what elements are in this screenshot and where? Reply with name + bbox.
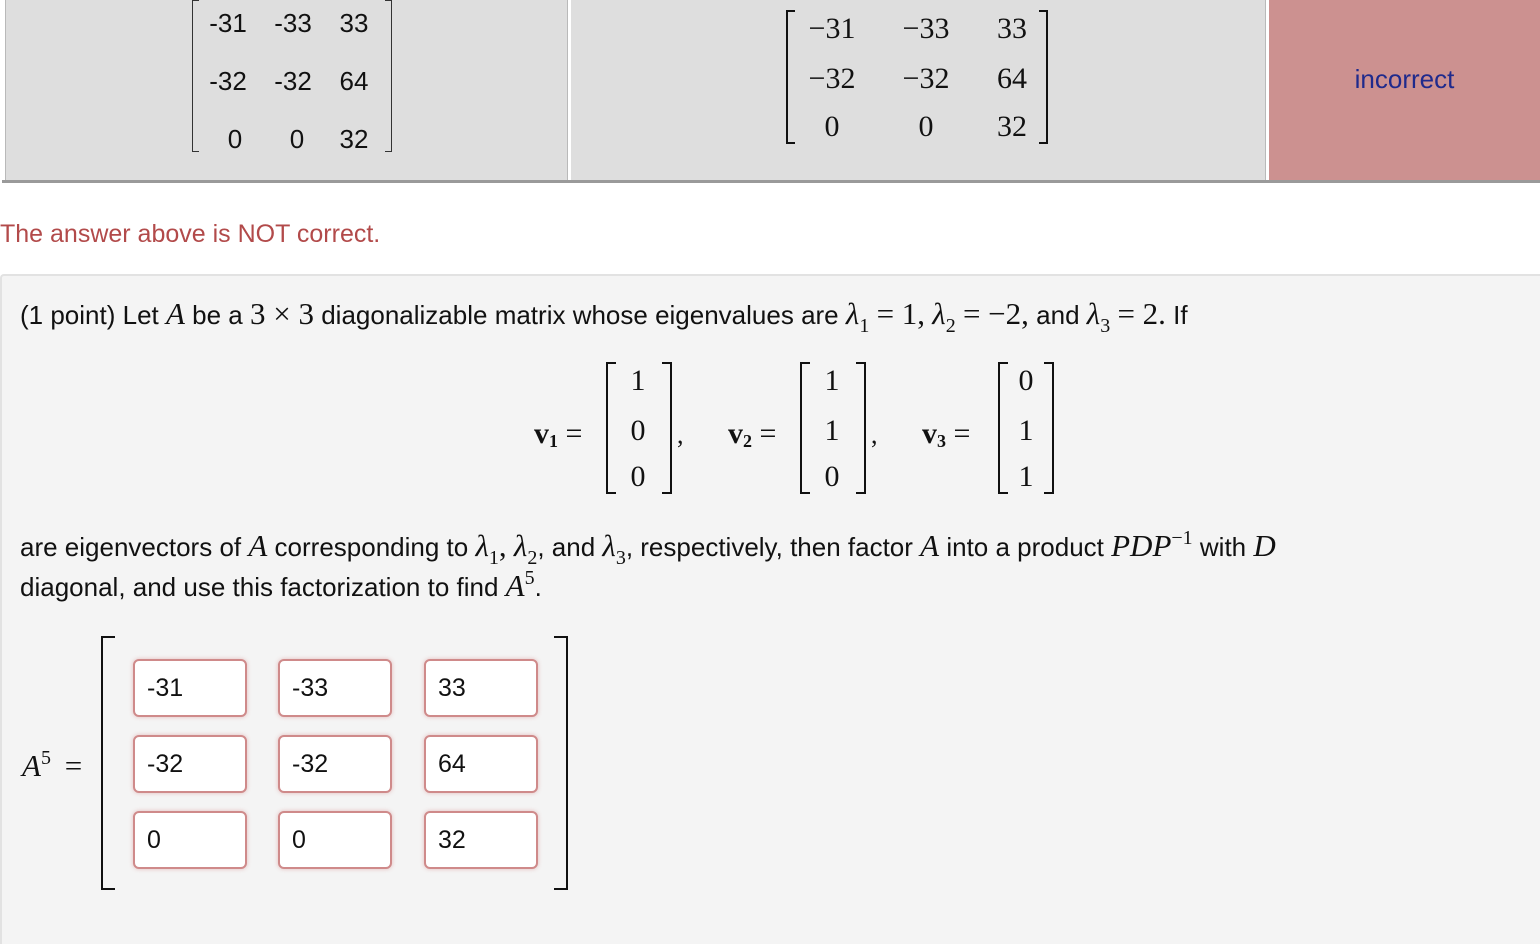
math-A: A [505, 568, 525, 603]
math-lambda: λ [845, 296, 860, 331]
answer-input-r1c2[interactable] [278, 659, 392, 717]
comma: , [677, 420, 684, 449]
results-table [0, 0, 1540, 182]
vector-entry: 0 [1018, 364, 1034, 397]
math-lambda: λ [932, 296, 946, 331]
preview-cell: 0 [918, 110, 934, 143]
vector-label: v3 = [922, 417, 971, 451]
comma: , [871, 420, 878, 449]
result-status-text: incorrect [1354, 64, 1455, 94]
math-lambda: λ [513, 528, 528, 563]
math-A: A [248, 528, 268, 563]
entered-cell: -32 [209, 66, 247, 96]
problem-statement-line-3 [20, 568, 542, 604]
text: , respectively, then factor [625, 532, 913, 562]
math-sub: 1 [859, 315, 870, 337]
period: . [534, 572, 542, 602]
math-lambda: λ [475, 528, 489, 563]
vector-entry: 0 [824, 460, 840, 493]
entered-cell: -31 [209, 8, 247, 38]
vector-entry: 1 [1018, 414, 1034, 447]
text: are eigenvectors of [20, 532, 242, 562]
entered-cell: -33 [274, 8, 312, 38]
answer-input-r1c1[interactable] [133, 659, 247, 717]
math-A: A [920, 528, 940, 563]
vector-entry: 1 [824, 414, 840, 447]
answer-input-r2c3[interactable] [424, 735, 538, 793]
text: diagonalizable matrix whose eigenvalues are [321, 300, 839, 330]
math-A: A [165, 296, 185, 331]
text: (1 point) Let [20, 300, 159, 330]
math-lambda: λ [602, 528, 616, 563]
math-sup: 5 [524, 567, 535, 589]
table-bottom-border [2, 180, 1540, 183]
math-sub: 2 [527, 547, 538, 569]
entered-answer-cell [5, 0, 568, 182]
math-D: D [1253, 528, 1276, 563]
math-lambda: λ [1086, 296, 1101, 331]
a5-label: $A^5$ = [22, 747, 83, 783]
answer-matrix-left-bracket [101, 636, 115, 890]
math-value: = 1, [876, 296, 926, 331]
comma: , [498, 528, 507, 563]
math-dim: 3 × 3 [250, 296, 314, 331]
text: into a product [946, 532, 1104, 562]
entered-cell: 32 [339, 124, 369, 154]
preview-cell: 0 [824, 110, 840, 143]
preview-cell: 64 [997, 62, 1027, 95]
answer-input-r2c2[interactable] [278, 735, 392, 793]
preview-cell: −32 [808, 62, 856, 95]
text: , and [537, 532, 596, 562]
entered-cell: 0 [289, 124, 305, 154]
preview-cell: 33 [997, 12, 1027, 45]
entered-cell: 0 [227, 124, 243, 154]
vector-entry: 0 [630, 460, 646, 493]
answer-preview-cell [571, 0, 1266, 182]
answer-input-r3c2[interactable] [278, 811, 392, 869]
answer-feedback-message: The answer above is NOT correct. [0, 220, 381, 248]
math-sup: −1 [1171, 527, 1193, 549]
math-value: = −2, [962, 296, 1029, 331]
problem-statement-line-2 [20, 527, 1276, 569]
vector-entry: 1 [824, 364, 840, 397]
text: be a [192, 300, 243, 330]
answer-matrix-right-bracket [554, 636, 568, 890]
vector-entry: 0 [630, 414, 646, 447]
vector-entry: 1 [630, 364, 646, 397]
answer-input-r3c1[interactable] [133, 811, 247, 869]
math-PDP: PDP [1111, 528, 1172, 563]
math-sub: 3 [615, 547, 626, 569]
entered-cell: -32 [274, 66, 312, 96]
preview-matrix [786, 10, 1048, 144]
preview-cell: 32 [997, 110, 1027, 143]
preview-cell: −32 [902, 62, 950, 95]
entered-cell: 64 [339, 66, 369, 96]
problem-statement-line-1 [20, 296, 1188, 337]
preview-cell: −31 [808, 12, 856, 45]
answer-input-r3c3[interactable] [424, 811, 538, 869]
preview-cell: −33 [902, 12, 950, 45]
math-sub: 3 [1100, 315, 1111, 337]
text: corresponding to [274, 532, 469, 562]
math-sub: 1 [488, 547, 499, 569]
answer-input-r1c3[interactable] [424, 659, 538, 717]
text: diagonal, and use this factorization to find [20, 572, 499, 602]
vector-label: v2 = [728, 417, 777, 451]
answer-input-r2c1[interactable] [133, 735, 247, 793]
text: with [1199, 532, 1247, 562]
entered-matrix [192, 0, 392, 152]
vector-label: v1 = [534, 417, 583, 451]
entered-cell: 33 [339, 8, 369, 38]
text: If [1173, 300, 1188, 330]
text: and [1036, 300, 1080, 330]
math-value: = 2. [1117, 296, 1166, 331]
math-sub: 2 [945, 315, 956, 337]
vector-entry: 1 [1018, 460, 1034, 493]
